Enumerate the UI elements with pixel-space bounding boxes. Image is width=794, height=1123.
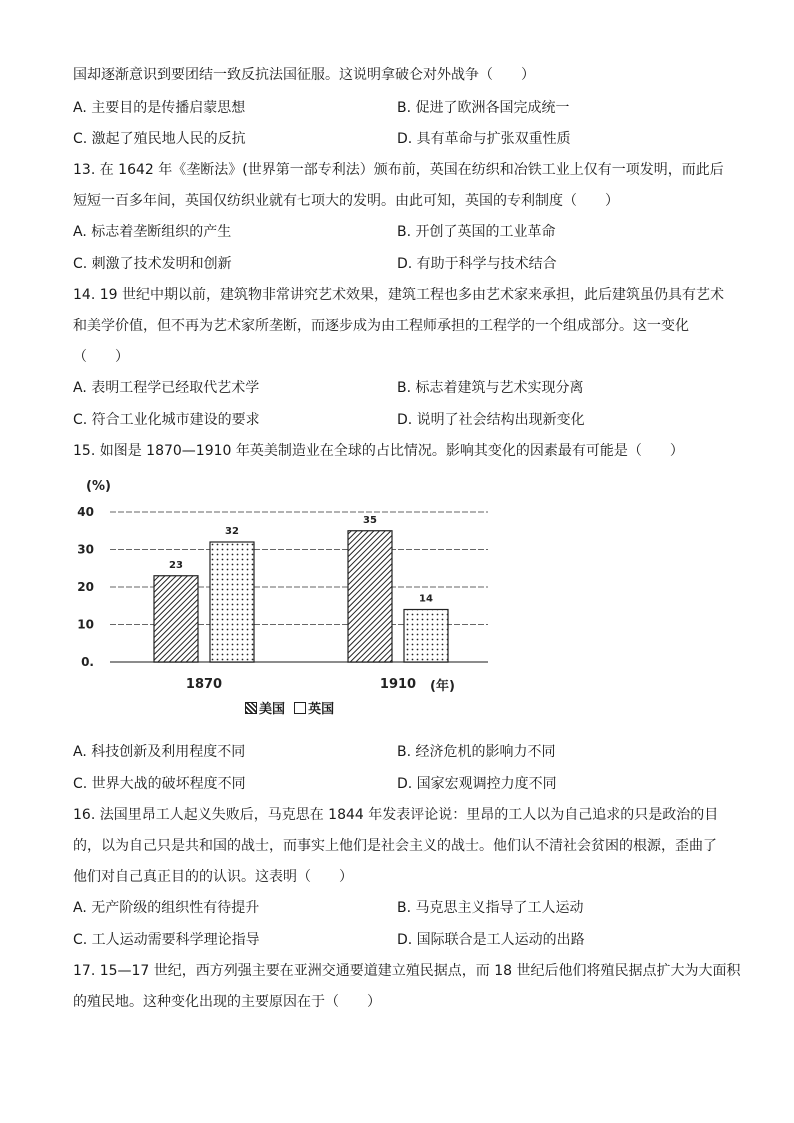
bar-us-1870 — [154, 576, 198, 662]
q17-stem-line-1: 17. 15—17 世纪，西方列强主要在亚洲交通要道建立殖民据点，而 18 世纪后他们将殖民据点扩大为大面积 — [73, 963, 741, 979]
q16-option-d: D. 国际联合是工人运动的出路 — [397, 932, 585, 948]
q16-stem-line-1: 16. 法国里昂工人起义失败后，马克思在 1844 年发表评论说：里昂的工人以为自己追求的只是政治的目 — [73, 807, 719, 823]
q13-stem-line-1: 13. 在 1642 年《垄断法》(世界第一部专利法）颁布前，英国在纺织和冶铁工业上仅有一项发明，而此后 — [73, 162, 724, 178]
q16-option-b: B. 马克思主义指导了工人运动 — [397, 900, 584, 916]
q12-option-a: A. 主要目的是传播启蒙思想 — [73, 100, 246, 116]
data-label: 35 — [363, 514, 377, 526]
q15-stem: 15. 如图是 1870—1910 年英美制造业在全球的占比情况。影响其变化的因素最有可能是（ ） — [73, 443, 684, 459]
q14-option-a: A. 表明工程学已经取代艺术学 — [73, 380, 260, 396]
legend-dot-swatch — [294, 702, 306, 714]
q15-option-c: C. 世界大战的破坏程度不同 — [73, 776, 246, 792]
q16-stem-line-2: 的，以为自己只是共和国的战士，而事实上他们是社会主义的战士。他们认不清社会贫困的根源，歪曲了 — [73, 838, 717, 854]
data-label: 23 — [169, 559, 183, 571]
bar-us-1910 — [348, 531, 392, 662]
q14-option-d: D. 说明了社会结构出现新变化 — [397, 412, 585, 428]
intro-line: 国却逐渐意识到要团结一致反抗法国征服。这说明拿破仑对外战争（ ） — [73, 67, 535, 83]
y-axis-unit-label: (%) — [86, 479, 111, 494]
q12-option-c: C. 激起了殖民地人民的反抗 — [73, 131, 246, 147]
y-tick-label: 40 — [77, 505, 94, 519]
x-tick-label: 1870 — [185, 677, 223, 692]
x-tick-label: 1910 — [379, 677, 417, 692]
y-tick-label: 30 — [77, 542, 94, 557]
q16-option-a: A. 无产阶级的组织性有待提升 — [73, 900, 260, 916]
q15-option-a: A. 科技创新及利用程度不同 — [73, 744, 246, 760]
y-tick-label: 10 — [77, 617, 94, 632]
y-tick-label: 0. — [81, 655, 94, 669]
q16-stem-line-3: 他们对自己真正目的的认识。这表明（ ） — [73, 869, 353, 885]
manufacturing-share-chart — [70, 472, 500, 702]
q12-option-d: D. 具有革命与扩张双重性质 — [397, 131, 571, 147]
q13-option-b: B. 开创了英国的工业革命 — [397, 224, 556, 240]
q17-stem-line-2: 的殖民地。这种变化出现的主要原因在于（ ） — [73, 994, 381, 1010]
q14-stem-line-1: 14. 19 世纪中期以前，建筑物非常讲究艺术效果，建筑工程也多由艺术家来承担，此后建筑虽仍具有艺术 — [73, 287, 724, 303]
q14-stem-line-3: （ ） — [73, 349, 129, 365]
data-label: 14 — [419, 593, 433, 605]
legend-us-label: 美国 — [259, 702, 286, 717]
legend-uk-label: 英国 — [308, 702, 335, 717]
legend-hatch-swatch — [245, 702, 257, 714]
bar-uk-1870 — [210, 542, 254, 662]
q15-option-d: D. 国家宏观调控力度不同 — [397, 776, 557, 792]
q12-option-b: B. 促进了欧洲各国完成统一 — [397, 100, 570, 116]
x-axis-unit-label: (年) — [430, 679, 455, 694]
data-label: 32 — [225, 526, 239, 537]
q15-option-b: B. 经济危机的影响力不同 — [397, 744, 556, 760]
q16-option-c: C. 工人运动需要科学理论指导 — [73, 932, 260, 948]
q14-stem-line-2: 和美学价值，但不再为艺术家所垄断，而逐步成为由工程师承担的工程学的一个组成部分。这一变化 — [73, 318, 689, 334]
chart-legend — [245, 700, 334, 720]
q13-option-c: C. 刺激了技术发明和创新 — [73, 256, 232, 272]
q13-stem-line-2: 短短一百多年间，英国仅纺织业就有七项大的发明。由此可知，英国的专利制度（ ） — [73, 193, 619, 209]
q14-option-c: C. 符合工业化城市建设的要求 — [73, 412, 260, 428]
y-tick-label: 20 — [77, 580, 94, 594]
q13-option-a: A. 标志着垄断组织的产生 — [73, 224, 232, 240]
bar-uk-1910 — [404, 610, 448, 663]
q13-option-d: D. 有助于科学与技术结合 — [397, 256, 557, 272]
q14-option-b: B. 标志着建筑与艺术实现分离 — [397, 380, 584, 396]
